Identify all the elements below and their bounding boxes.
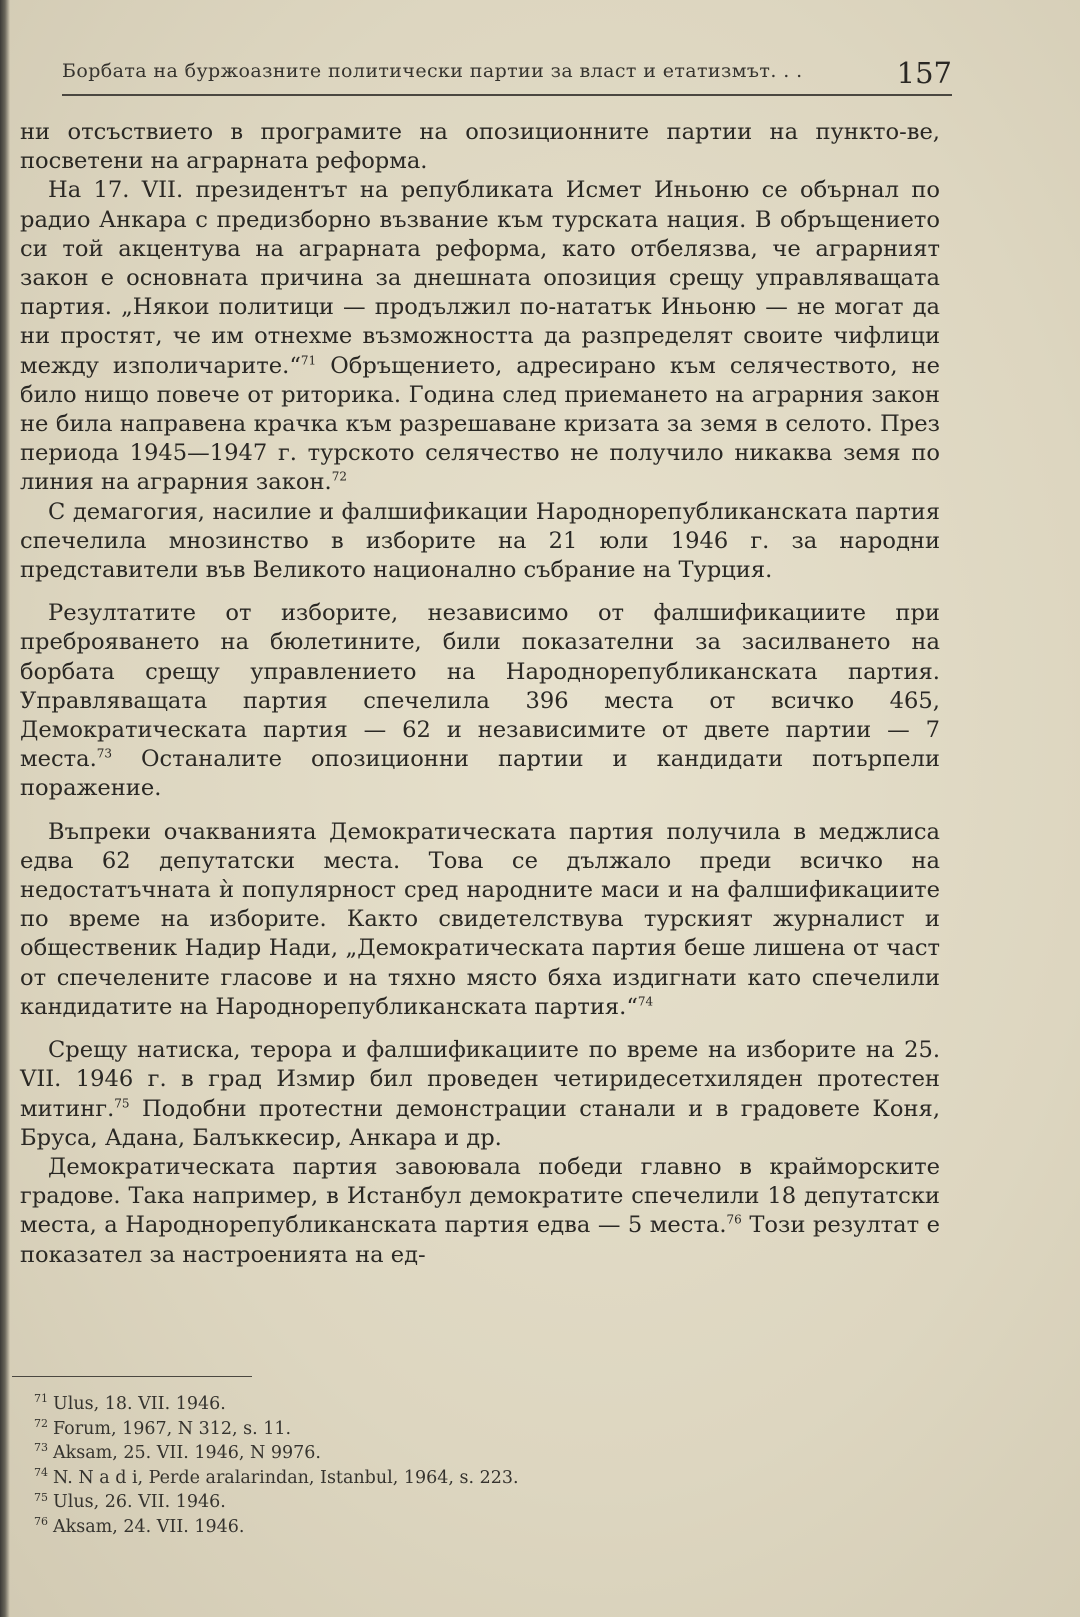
footnote-ref: 71 xyxy=(300,353,317,368)
footnote-ref: 75 xyxy=(114,1095,130,1110)
footnote: $^{74}$ N. N a d i, Perde aralarindan, Istanbul, 1964, s. 223. xyxy=(34,1465,519,1488)
book-gutter xyxy=(0,0,10,1617)
footnote: $^{72}$ Forum, 1967, N 312, s. 11. xyxy=(34,1416,292,1439)
paragraph: ни отсъствието в програмите на опозиционните партии на пункто-ве, посветени на аграрната реформа. xyxy=(20,119,940,175)
page-number: 157 xyxy=(896,56,952,90)
footnote: $^{71}$ Ulus, 18. VII. 1946. xyxy=(34,1392,226,1414)
footnote: $^{76}$ Aksam, 24. VII. 1946. xyxy=(34,1515,245,1537)
paragraph: Резултатите от изборите, независимо от фалшификациите при преброяването на бюлетините, били показателни за засилването на борбата срещу управлението на Народнорепубликанската партия. Управляващата партия спечелила 396 места от всичко 465, Демократическата партия — 62 и независимите от двете партии — 7 места.$^{73}$ Останалите опозиционни партии и кандидати потърпели поражение. xyxy=(20,600,940,802)
footnote-rule xyxy=(12,1376,252,1377)
header-rule xyxy=(62,94,952,96)
paragraph: Въпреки очакванията Демократическата партия получила в меджлиса едва 62 депутатски места. Това се дължало преди всичко на недостатъчната ѝ популярност сред народните маси и на фалшификациите по време на изборите. Както свидетелствува турският журналист и общественик Надир Нади, „Демократическата партия беше лишена от част от спечелените гласове и на тяхно място бяха издигнати като спечелили кандидатите на Народнорепубликанската партия.“$^{74}$ xyxy=(20,818,940,1020)
page-header xyxy=(62,56,952,100)
footnote: $^{73}$ Aksam, 25. VII. 1946, N 9976. xyxy=(34,1441,321,1464)
paragraph: На 17. VII. президентът на републиката Исмет Иньоню се обърнал по радио Анкара с предизборно възвание към турската нация. В обръщението си той акцентува на аграрната реформа, като отбелязва, че аграрният закон е основната причина за днешната опозиция срещу управляващата партия. „Някои политици — продължил по-нататък Иньоню — не могат да ни простят, че им отнехме възможността да разпределят своите чифлици между изполичарите.“$^{71}$ Обръщението, адресирано към селячеството, не било нищо повече от риторика. Година след приемането на аграрния закон не била направена крачка към разрешаване кризата за земя в селото. През периода 1945—1947 г. турското селячество не получило никаква земя по линия на аграрния закон.$^{72}$ xyxy=(20,177,940,496)
paragraph: С демагогия, насилие и фалшификации Народнорепубликанската партия спечелила мнозинство в изборите на 21 юли 1946 г. за народни представители във Великото национално събрание на Турция. xyxy=(20,498,940,584)
footnote-ref: 74 xyxy=(637,994,654,1009)
paragraph: Демократическата партия завоювала победи главно в крайморските градове. Така например, в Истанбул демократите спечелили 18 депутатски места, а Народнорепубликанската партия едва — 5 места.$^{76}$ Този резултат е показател за настроенията на ед- xyxy=(20,1153,940,1268)
footnote: $^{75}$ Ulus, 26. VII. 1946. xyxy=(34,1490,226,1513)
running-title: Борбата на буржоазните политически партии за власт и етатизмът. . . xyxy=(62,60,803,82)
paragraph: Срещу натиска, терора и фалшификациите по време на изборите на 25. VII. 1946 г. в град Измир бил проведен четиридесетхиляден протестен митинг.$^{75}$ Подобни протестни демонстрации станали и в градовете Коня, Бруса, Адана, Балъккесир, Анкара и др. xyxy=(20,1037,940,1151)
footnote-ref: 72 xyxy=(331,469,347,484)
footnotes xyxy=(34,1392,834,1540)
body-text xyxy=(20,118,940,1270)
footnote-ref: 73 xyxy=(96,746,113,761)
footnote-ref: 76 xyxy=(726,1212,742,1227)
